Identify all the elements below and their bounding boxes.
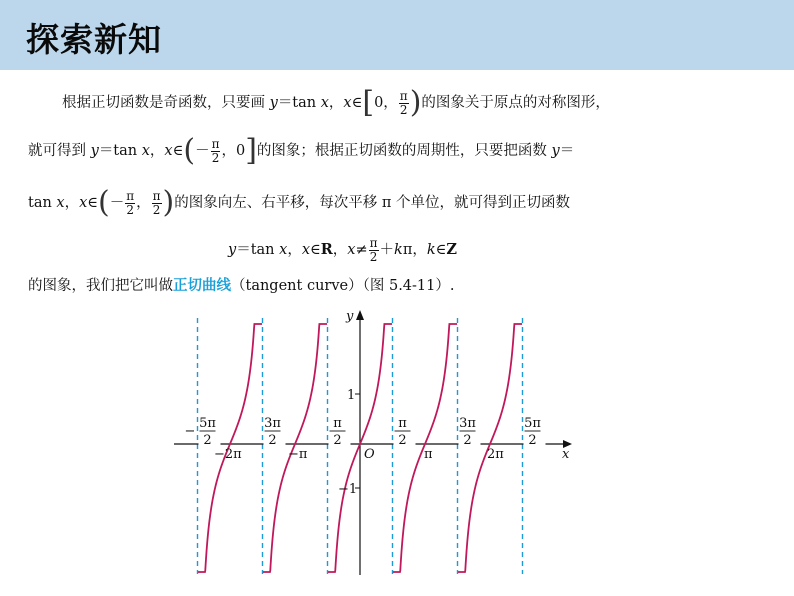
x-tick-label-negpi: −π <box>288 447 308 462</box>
math-var: y <box>228 242 237 259</box>
math-symbol: ∈ <box>351 95 363 111</box>
svg-text:2: 2 <box>463 433 472 448</box>
text: （tangent curve）（图 5.4-11）. <box>231 278 455 294</box>
text: ＋ <box>379 242 395 259</box>
svg-text:−: − <box>184 424 196 439</box>
svg-text:3π: 3π <box>264 416 281 431</box>
svg-text:2: 2 <box>528 433 537 448</box>
text: 0， <box>374 95 398 111</box>
svg-text:2: 2 <box>268 433 277 448</box>
math-var: x <box>56 195 65 211</box>
bracket: ( <box>183 133 196 168</box>
svg-text:2: 2 <box>333 433 342 448</box>
text: ， <box>149 143 165 159</box>
y-axis-label: y <box>346 309 354 324</box>
asymptote-label <box>185 413 221 448</box>
math-var: x <box>343 95 352 111</box>
svg-text:5π: 5π <box>199 416 216 431</box>
asymptote-label <box>264 413 286 448</box>
text: ＝tan <box>277 95 317 111</box>
text: － <box>109 195 125 211</box>
text: ， <box>332 242 348 259</box>
math-var: y <box>269 95 278 111</box>
set-symbol: R <box>320 241 333 259</box>
text: － <box>195 143 210 159</box>
bracket: ( <box>98 185 110 220</box>
text: ， <box>136 195 151 211</box>
fraction: $\frac{\pi}{2}$ <box>369 236 378 264</box>
text: ， <box>287 242 302 259</box>
math-var: x <box>141 143 150 159</box>
y-tick-label-neg1: −1 <box>338 482 358 497</box>
math-symbol: ∈ <box>310 242 321 259</box>
key-term: 正切曲线 <box>173 277 231 294</box>
y-tick-label-1: 1 <box>347 388 356 403</box>
asymptote-label <box>329 413 351 448</box>
text: 的图象关于原点的对称图形， <box>421 95 610 111</box>
fraction: $\frac{\pi}{2}$ <box>126 188 135 217</box>
origin-label: O <box>364 447 375 462</box>
text: 的图象，我们把它叫做 <box>28 278 173 294</box>
svg-text:5π: 5π <box>524 416 541 431</box>
fraction: $\frac{\pi}{2}$ <box>152 188 161 217</box>
text: ， <box>64 195 80 211</box>
bracket: [ <box>362 85 375 120</box>
fraction: $\frac{\pi}{2}$ <box>399 88 408 117</box>
svg-text:π: π <box>333 416 342 431</box>
text: π， <box>402 242 427 259</box>
text: ＝tan <box>98 143 138 159</box>
bracket: ] <box>245 133 257 168</box>
svg-text:π: π <box>398 416 407 431</box>
svg-text:2: 2 <box>398 433 407 448</box>
math-var: x <box>164 143 173 159</box>
math-var: x <box>279 242 288 259</box>
math-var: y <box>90 143 99 159</box>
x-tick-label-neg2pi: −2π <box>214 447 242 462</box>
x-axis-label: x <box>562 447 570 462</box>
fraction: $\frac{\pi}{2}$ <box>211 136 220 165</box>
math-var: x <box>79 195 88 211</box>
math-symbol: ∈ <box>172 143 184 159</box>
text: tan <box>28 195 52 211</box>
page-title: 探索新知 <box>26 20 162 59</box>
asymptote-label <box>459 413 481 448</box>
text: 的图象向左、右平移，每次平移 π 个单位，就可得到正切函数 <box>174 195 570 211</box>
text: 的图象；根据正切函数的周期性，只要把函数 <box>256 143 547 159</box>
x-tick-label-pi: π <box>424 447 433 462</box>
math-var: x <box>347 242 356 259</box>
math-symbol: ∈ <box>435 242 447 259</box>
text: ＝ <box>559 143 575 159</box>
text: 就可得到 <box>28 143 86 159</box>
text: ，0 <box>221 143 246 159</box>
math-var: y <box>551 143 560 159</box>
math-var: k <box>394 242 403 259</box>
asymptote-label <box>524 413 546 448</box>
svg-text:2: 2 <box>203 433 212 448</box>
math-symbol: ∈ <box>87 195 99 211</box>
bracket: ) <box>162 185 175 220</box>
x-tick-label-2pi: 2π <box>487 447 504 462</box>
text: ＝tan <box>236 242 275 259</box>
math-symbol: ≠ <box>355 242 368 259</box>
y-axis-arrow <box>356 310 364 320</box>
svg-text:3π: 3π <box>459 416 476 431</box>
text: ， <box>328 95 344 111</box>
bracket: ) <box>409 85 422 120</box>
math-var: x <box>301 242 310 259</box>
text: 根据正切函数是奇函数，只要画 <box>62 95 265 111</box>
math-var: x <box>320 95 329 111</box>
asymptote-label <box>394 413 416 448</box>
math-var: k <box>426 242 436 259</box>
set-symbol: Z <box>446 241 457 259</box>
